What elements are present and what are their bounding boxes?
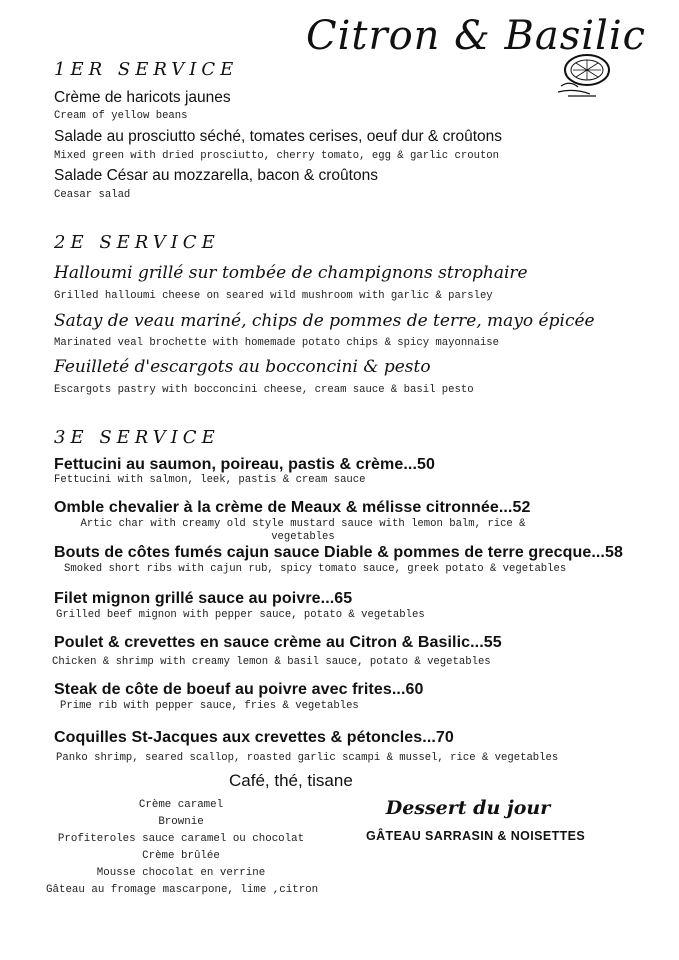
section-heading-service2: 2E SERVICE xyxy=(54,232,220,253)
menu-item-description: Prime rib with pepper sauce, fries & vegetables xyxy=(60,700,359,712)
dessert-item: Crème brûlée xyxy=(142,850,220,862)
menu-item-description: Grilled beef mignon with pepper sauce, potato & vegetables xyxy=(56,609,425,621)
menu-item-title: Omble chevalier à la crème de Meaux & mélisse citronnée...52 xyxy=(54,499,531,516)
menu-item-title: Halloumi grillé sur tombée de champignons strophaire xyxy=(54,263,528,283)
menu-item-description: Cream of yellow beans xyxy=(54,110,188,122)
menu-item-title: Steak de côte de boeuf au poivre avec frites...60 xyxy=(54,681,424,698)
menu-item-title: Coquilles St-Jacques aux crevettes & pétoncles...70 xyxy=(54,729,454,746)
dessert-item: Brownie xyxy=(158,816,204,828)
menu-item-description: Artic char with creamy old style mustard sauce with lemon balm, rice & vegetables xyxy=(80,518,526,543)
menu-item-description: Ceasar salad xyxy=(54,189,131,201)
menu-item-title: Fettucini au saumon, poireau, pastis & crème...50 xyxy=(54,456,436,473)
menu-item-title: Satay de veau mariné, chips de pommes de terre, mayo épicée xyxy=(54,311,595,331)
menu-item-title: Feuilleté d'escargots au bocconcini & pesto xyxy=(54,357,431,377)
menu-item-title: Salade au prosciutto séché, tomates cerises, oeuf dur & croûtons xyxy=(54,128,503,145)
menu-item-description: Escargots pastry with bocconcini cheese, cream sauce & basil pesto xyxy=(54,384,474,396)
menu-item-description: Grilled halloumi cheese on seared wild mushroom with garlic & parsley xyxy=(54,290,493,302)
menu-item-description: Chicken & shrimp with creamy lemon & basil sauce, potato & vegetables xyxy=(52,656,491,668)
menu-item-title: Bouts de côtes fumés cajun sauce Diable & pommes de terre grecque...58 xyxy=(54,544,623,561)
drinks-line: Café, thé, tisane xyxy=(229,771,353,790)
dessert-item: Mousse chocolat en verrine xyxy=(96,867,266,879)
section-heading-service3: 3E SERVICE xyxy=(54,427,220,448)
restaurant-logo-text: Citron & Basilic xyxy=(306,13,647,59)
menu-item-title: Poulet & crevettes en sauce crème au Citron & Basilic...55 xyxy=(54,634,502,651)
section-heading-service1: 1ER SERVICE xyxy=(54,59,239,80)
menu-item-description: Smoked short ribs with cajun rub, spicy tomato sauce, greek potato & vegetables xyxy=(64,563,567,575)
dessert-du-jour-title: Dessert du jour xyxy=(385,797,551,819)
dessert-du-jour-item: GÂTEAU SARRASIN & NOISETTES xyxy=(366,829,586,843)
lemon-icon xyxy=(556,50,614,98)
menu-item-description: Mixed green with dried prosciutto, cherry tomato, egg & garlic crouton xyxy=(54,150,500,162)
dessert-item: Crème caramel xyxy=(138,799,224,811)
dessert-list xyxy=(46,797,319,899)
menu-item-description: Fettucini with salmon, leek, pastis & cream sauce xyxy=(54,474,366,486)
menu-item-title: Filet mignon grillé sauce au poivre...65 xyxy=(54,590,353,607)
dessert-item: Gâteau au fromage mascarpone, lime ,citron xyxy=(46,884,319,896)
menu-item-description: Panko shrimp, seared scallop, roasted garlic scampi & mussel, rice & vegetables xyxy=(56,752,559,764)
menu-item-description: Marinated veal brochette with homemade potato chips & spicy mayonnaise xyxy=(54,337,500,349)
menu-item-title: Crème de haricots jaunes xyxy=(54,89,231,106)
menu-item-title: Salade César au mozzarella, bacon & croûtons xyxy=(54,167,378,184)
dessert-item: Profiteroles sauce caramel ou chocolat xyxy=(57,833,305,845)
